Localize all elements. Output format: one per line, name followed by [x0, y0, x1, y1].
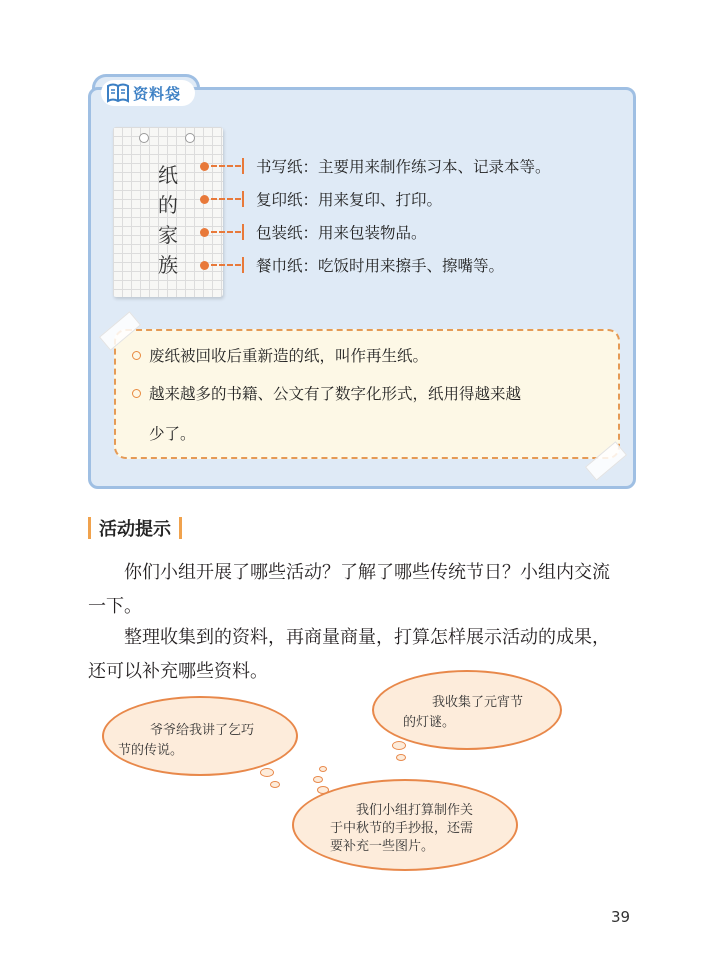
bubble-text: 我收集了元宵节	[432, 695, 524, 710]
bubble-text: 节的传说。	[118, 743, 184, 758]
card-char: 的	[158, 193, 178, 217]
book-icon	[105, 82, 131, 104]
card-char: 族	[158, 253, 178, 277]
thought-puff	[270, 781, 280, 788]
paper-type-text: 书写纸：主要用来制作练习本、记录本等。	[256, 158, 551, 176]
bubble-text: 我们小组打算制作关	[356, 803, 474, 818]
paper-type-text: 包装纸：用来包装物品。	[256, 224, 427, 242]
info-box-header	[101, 80, 195, 106]
tip-line-continued: 少了。	[149, 425, 196, 443]
info-box-title: 资料袋	[133, 84, 182, 103]
circle-bullet-icon	[132, 351, 141, 360]
thought-puff	[319, 766, 327, 772]
thought-puff	[396, 754, 406, 761]
paper-type-row	[200, 187, 442, 211]
body-paragraph: 整理收集到的资料，再商量商量，打算怎样展示活动的成果，	[124, 627, 610, 648]
thought-puff	[260, 768, 274, 777]
bullet-dot-icon	[200, 162, 209, 171]
circle-bullet-icon	[132, 389, 141, 398]
paper-type-row	[200, 220, 427, 244]
paper-type-text: 餐巾纸：吃饭时用来擦手、擦嘴等。	[256, 257, 505, 275]
card-char: 纸	[158, 163, 178, 187]
bullet-dot-icon	[200, 195, 209, 204]
bullet-dot-icon	[200, 228, 209, 237]
thought-puff	[313, 776, 323, 783]
card-char: 家	[158, 223, 178, 247]
tip-line: 越来越多的书籍、公文有了数字化形式，纸用得越来越	[132, 382, 521, 404]
tip-line: 废纸被回收后重新造的纸，叫作再生纸。	[132, 344, 428, 366]
card-hole	[139, 133, 149, 143]
paper-type-text: 复印纸：用来复印、打印。	[256, 191, 443, 209]
body-paragraph: 还可以补充哪些资料。	[88, 661, 268, 682]
body-paragraph: 一下。	[88, 596, 142, 617]
thought-puff	[392, 741, 406, 750]
page-number: 39	[611, 908, 631, 926]
section-heading	[88, 514, 182, 542]
bubble-text: 的灯谜。	[403, 715, 456, 730]
section-title: 活动提示	[99, 519, 171, 540]
bullet-dot-icon	[200, 261, 209, 270]
card-hole	[185, 133, 195, 143]
paper-type-row	[200, 154, 551, 178]
bubble-text: 于中秋节的手抄报，还需	[330, 821, 474, 836]
paper-type-row	[200, 253, 504, 277]
bubble-text: 要补充一些图片。	[330, 839, 435, 854]
bubble-text: 爷爷给我讲了乞巧	[150, 723, 255, 738]
body-paragraph: 你们小组开展了哪些活动？了解了哪些传统节日？小组内交流	[124, 562, 610, 583]
